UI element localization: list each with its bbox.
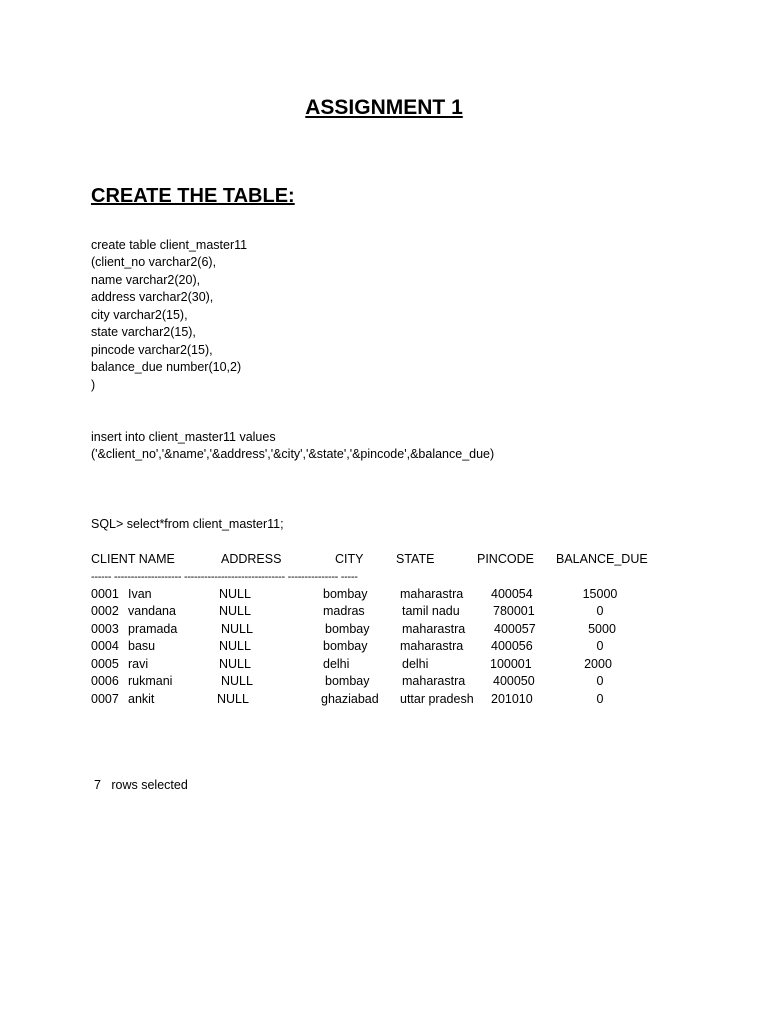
cell-address: NULL [221, 674, 253, 688]
cell-client-no: 0006 [91, 674, 119, 688]
cell-client-no: 0002 [91, 604, 119, 618]
create-line: create table client_master11 [91, 238, 248, 252]
cell-balance: 2000 [584, 657, 612, 671]
column-header: ADDRESS [221, 552, 282, 566]
cell-address: NULL [219, 604, 251, 618]
cell-city: ghaziabad [321, 692, 379, 706]
cell-balance: 0 [596, 692, 604, 706]
column-header: CLIENT NAME [91, 552, 175, 566]
cell-pincode: 400056 [491, 639, 533, 653]
cell-client-no: 0003 [91, 622, 119, 636]
cell-pincode: 780001 [493, 604, 535, 618]
cell-client-no: 0001 [91, 587, 119, 601]
cell-address: NULL [217, 692, 249, 706]
cell-name: ankit [128, 692, 155, 706]
cell-state: maharastra [402, 674, 466, 688]
cell-balance: 15000 [582, 587, 618, 601]
cell-balance: 0 [596, 639, 604, 653]
cell-pincode: 400054 [491, 587, 533, 601]
cell-address: NULL [219, 657, 251, 671]
cell-name: pramada [128, 622, 178, 636]
cell-client-no: 0005 [91, 657, 119, 671]
insert-line: insert into client_master11 values [91, 430, 276, 444]
cell-state: maharastra [402, 622, 466, 636]
cell-balance: 0 [596, 604, 604, 618]
cell-pincode: 201010 [491, 692, 533, 706]
cell-name: Ivan [128, 587, 152, 601]
column-header: CITY [335, 552, 364, 566]
cell-name: basu [128, 639, 156, 653]
insert-line: ('&client_no','&name','&address','&city','&state','&pincode',&balance_due) [91, 447, 495, 461]
column-header: BALANCE_DUE [556, 552, 648, 566]
create-line: city varchar2(15), [91, 308, 188, 322]
section-heading: CREATE THE TABLE: [91, 185, 295, 207]
select-line: SQL> select*from client_master11; [91, 517, 284, 531]
cell-balance: 0 [596, 674, 604, 688]
cell-pincode: 400050 [493, 674, 535, 688]
column-header: STATE [396, 552, 435, 566]
cell-state: tamil nadu [402, 604, 460, 618]
cell-name: rukmani [128, 674, 173, 688]
cell-city: madras [323, 604, 365, 618]
cell-state: delhi [402, 657, 429, 671]
cell-city: bombay [323, 587, 368, 601]
create-line: pincode varchar2(15), [91, 343, 213, 357]
cell-address: NULL [221, 622, 253, 636]
cell-city: bombay [325, 674, 370, 688]
page-title: ASSIGNMENT 1 [305, 96, 463, 119]
cell-city: delhi [323, 657, 350, 671]
cell-client-no: 0007 [91, 692, 119, 706]
cell-pincode: 100001 [490, 657, 532, 671]
cell-city: bombay [325, 622, 370, 636]
cell-balance: 5000 [588, 622, 616, 636]
create-line: name varchar2(20), [91, 273, 201, 287]
cell-state: maharastra [400, 639, 464, 653]
cell-client-no: 0004 [91, 639, 119, 653]
cell-state: uttar pradesh [400, 692, 474, 706]
cell-name: ravi [128, 657, 149, 671]
table-separator: ------ -------------------- ------------------------------ --------------- ----- [91, 571, 358, 583]
cell-address: NULL [219, 587, 251, 601]
cell-pincode: 400057 [494, 622, 536, 636]
create-line: balance_due number(10,2) [91, 360, 242, 374]
create-line: ) [91, 378, 96, 392]
create-line: state varchar2(15), [91, 325, 196, 339]
cell-address: NULL [219, 639, 251, 653]
cell-state: maharastra [400, 587, 464, 601]
column-header: PINCODE [477, 552, 534, 566]
create-line: address varchar2(30), [91, 290, 214, 304]
create-line: (client_no varchar2(6), [91, 255, 217, 269]
cell-name: vandana [128, 604, 176, 618]
rows-selected-footer: 7 rows selected [94, 778, 188, 792]
cell-city: bombay [323, 639, 368, 653]
